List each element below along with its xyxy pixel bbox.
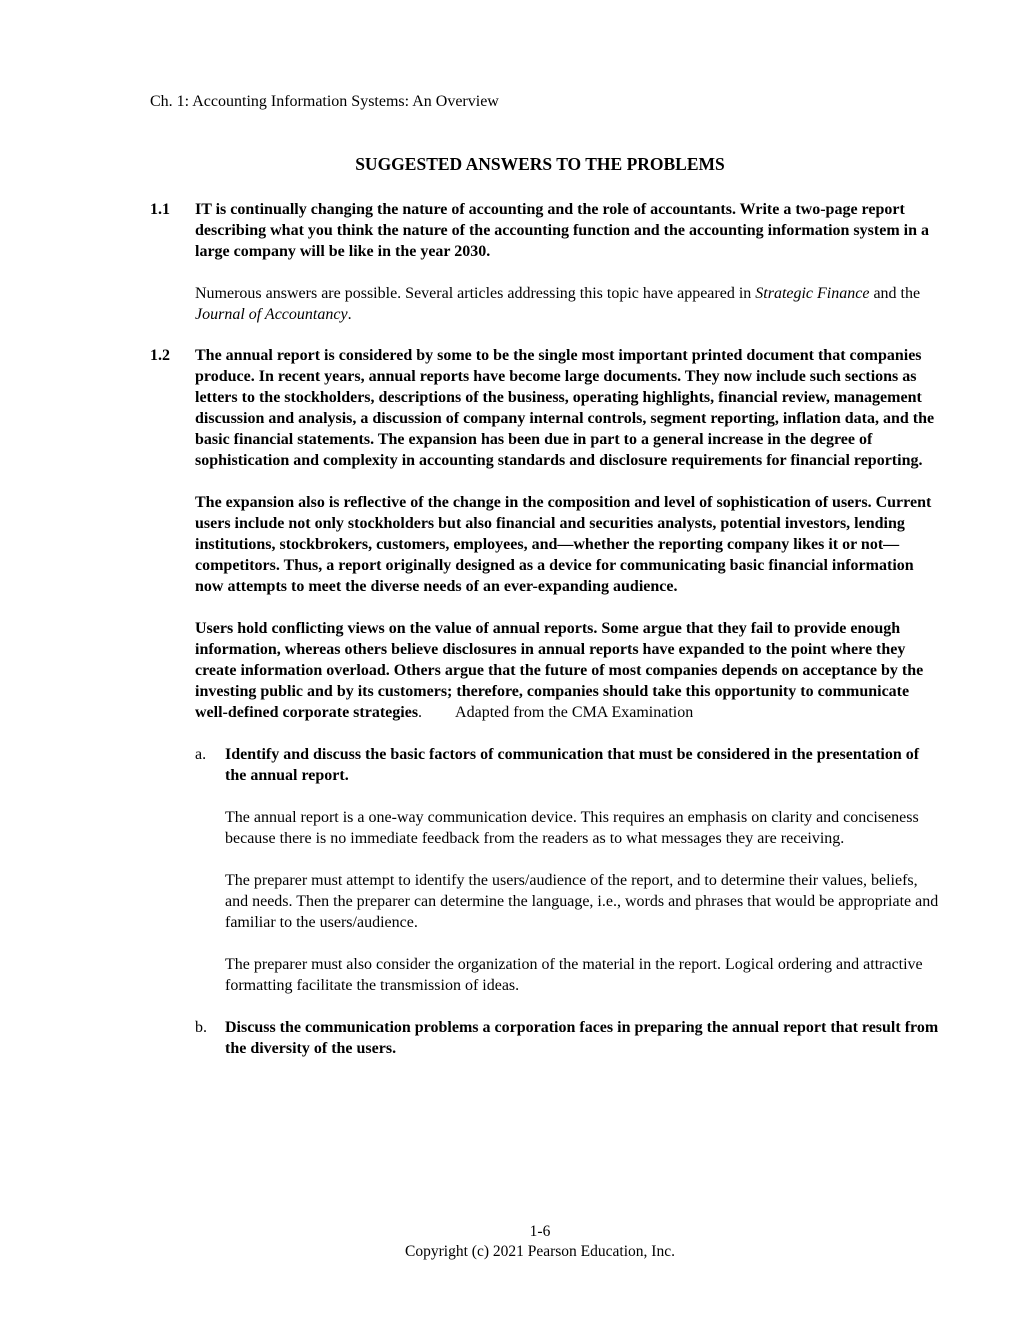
answer-source-italic: Journal of Accountancy	[195, 306, 348, 323]
sub-answer: The preparer must also consider the organization of the material in the report. Logical ordering and attractive formatting facilitate the transmission of ideas.	[225, 956, 923, 994]
sub-answer: The preparer must attempt to identify the users/audience of the report, and to determine their values, beliefs, and needs. Then the preparer can determine the language, i.e., words and phrases that would be appropriate and familiar to the users/audience.	[225, 872, 939, 931]
sub-question-a	[195, 744, 940, 786]
problem-question: IT is continually changing the nature of accounting and the role of accountants. Write a two-page report describing what you think the nature of the accounting function and the accounting information system in a large company will be like in the year 2030.	[195, 201, 929, 260]
answer-text: .	[347, 306, 352, 323]
answer-text: and the	[869, 285, 921, 302]
source-note: Adapted from the CMA Examination	[455, 704, 694, 721]
copyright: Copyright (c) 2021 Pearson Education, Inc.	[405, 1243, 675, 1260]
sub-question-text: Identify and discuss the basic factors of communication that must be considered in the presentation of the annual report.	[225, 746, 920, 784]
paragraph-period: .	[418, 704, 423, 721]
problem-answer	[195, 283, 940, 325]
sub-question-text: Discuss the communication problems a corporation faces in preparing the annual report that result from the diversity of the users.	[225, 1019, 939, 1057]
problem-number: 1.1	[150, 201, 170, 218]
sub-question-letter: b.	[195, 1019, 207, 1036]
problem-body	[195, 345, 940, 1080]
problem-paragraph-bold: Users hold conflicting views on the value of annual reports. Some argue that they fail to provide enough information, whereas others believe disclosures in annual reports have expanded to the point where they create information overload. Others argue that the future of most companies depends on acceptance by the investing public and by its customers; therefore, companies should take this opportunity to communicate well-defined corporate strategies	[195, 620, 924, 721]
problem-paragraph: The expansion also is reflective of the change in the composition and level of sophistication of users. Current users include not only stockholders but also financial and securities analysts, potential investors, lending institutions, stockbrokers, customers, employees, and—whether the reporting company likes it or not—competitors. Thus, a report originally designed as a device for communicating basic financial information now attempts to meet the diverse needs of an ever-expanding audience.	[195, 494, 932, 595]
sub-answer: The annual report is a one-way communication device. This requires an emphasis on clarity and conciseness because there is no immediate feedback from the readers as to what messages they are receiving.	[225, 809, 919, 847]
chapter-header: Ch. 1: Accounting Information Systems: An Overview	[150, 93, 499, 110]
problem-paragraph: The annual report is considered by some to be the single most important printed document that companies produce. In recent years, annual reports have become large documents. They now include such sections as letters to the stockholders, descriptions of the business, operating highlights, financial review, management discussion and analysis, a discussion of company internal controls, segment reporting, inflation data, and the basic financial statements. The expansion has been due in part to a general increase in the degree of sophistication and complexity in accounting standards and disclosure requirements for financial reporting.	[195, 347, 935, 469]
problem-paragraph	[195, 618, 940, 723]
sub-question-letter: a.	[195, 746, 207, 763]
page-number: 1-6	[529, 1223, 551, 1240]
page-title: SUGGESTED ANSWERS TO THE PROBLEMS	[355, 154, 725, 174]
answer-source-italic: Strategic Finance	[755, 285, 870, 302]
sub-question-b	[195, 1017, 940, 1059]
problem-body	[195, 199, 940, 346]
answer-text: Numerous answers are possible. Several articles addressing this topic have appeared in	[195, 285, 756, 302]
problem-number: 1.2	[150, 347, 170, 364]
